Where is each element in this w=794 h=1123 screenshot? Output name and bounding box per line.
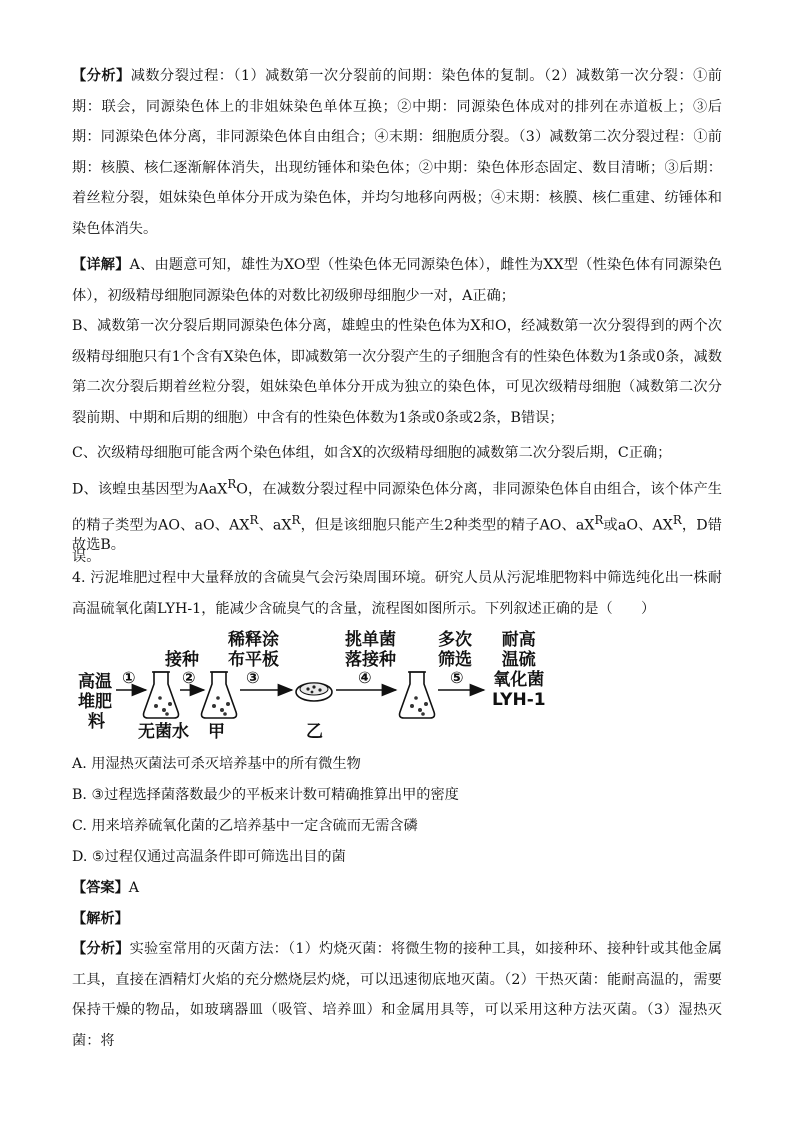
detail-text-a: A、由题意可知，雄性为XO型（性染色体无同源染色体），雌性为XX型（性染色体有同源染色体），初级精母细胞同源染色体的对数比初级卵母细胞少一对，A正确； bbox=[72, 257, 722, 304]
answer-value: A bbox=[128, 880, 140, 896]
procedure-flowchart bbox=[70, 628, 570, 748]
source-line: 堆肥 bbox=[78, 692, 112, 712]
superscript: R bbox=[249, 513, 259, 528]
explanation-tag: 【解析】 bbox=[72, 911, 129, 927]
conclusion-line: 故选B。 bbox=[72, 537, 125, 553]
superscript: R bbox=[672, 513, 682, 528]
flask-sterile-water-icon bbox=[144, 672, 179, 718]
detail-paragraph-c: C、次级精母细胞可能含两个染色体组，如含X的次级精母细胞的减数第二次分裂后期，C正确； bbox=[72, 445, 672, 461]
analysis-text: 减数分裂过程：（1）减数第一次分裂前的间期：染色体的复制。（2）减数第一次分裂：①前期：联会，同源染色体上的非姐妹染色单体互换；②中期：同源染色体成对的排列在赤道板上；③后期：同源染色体分离，非同源染色体自由组合；④末期：细胞质分裂。（3）减数第二次分裂过程：①前期：核膜、核仁逐渐解体消失，出现纺锤体和染色体；②中期：染色体形态固定、数目清晰；③后期：着丝粒分裂，姐妹染色单体分开成为染色体，并均匀地移向两极；④末期：核膜、核仁重建、纺锤体和染色体消失。 bbox=[72, 68, 722, 237]
label-line: 稀释涂 bbox=[228, 630, 279, 650]
step-4-label bbox=[345, 630, 396, 670]
label-line: 挑单菌 bbox=[345, 630, 396, 650]
text-run: D、该蝗虫基因型为AaX bbox=[72, 481, 228, 498]
option-b: B. ③过程选择菌落数最少的平板来计数可精确推算出甲的密度 bbox=[72, 787, 459, 803]
analysis-paragraph-2 bbox=[72, 934, 722, 1056]
text-run: O，在减数分裂过程中同源染色体分离，非同源染色体自由组合，该个体产生的精子类型为AO、aO、AX bbox=[72, 481, 722, 535]
analysis-paragraph-1 bbox=[72, 61, 722, 245]
analysis-text: 实验室常用的灭菌方法：（1）灼烧灭菌：将微生物的接种工具，如接种环、接种针或其他金属工具，直接在酒精灯火焰的充分燃烧层灼烧，可以迅速彻底地灭菌。（2）干热灭菌：能耐高温的，需要保持干燥的物品，如玻璃器皿（吸管、培养皿）和金属用具等，可以采用这种方法灭菌。（3）湿热灭菌：将 bbox=[72, 941, 722, 1049]
step-3-label bbox=[228, 630, 279, 670]
step-5-label bbox=[438, 630, 472, 670]
flask-single-colony-icon bbox=[400, 672, 435, 718]
petri-dish-icon bbox=[296, 683, 332, 701]
option-c: C. 用来培养硫氧化菌的乙培养基中一定含硫而无需含磷 bbox=[72, 818, 418, 834]
superscript: R bbox=[594, 513, 604, 528]
text-run: 或aO、AX bbox=[603, 518, 673, 535]
detail-paragraph-b: B、减数第一次分裂后期同源染色体分离，雄蝗虫的性染色体为X和O，经减数第一次分裂得到的两个次级精母细胞只有1个含有X染色体，即减数第一次分裂产生的子细胞含有的性染色体数为1条或0条，减数第二次分裂后期着丝粒分裂，姐妹染色单体分开成为独立的染色体，可见次级精母细胞（减数第二次分裂前期、中期和后期的细胞）中含有的性染色体数为1条或0条或2条，B错误； bbox=[72, 318, 722, 426]
superscript: R bbox=[227, 477, 237, 491]
explanation-heading bbox=[72, 907, 722, 931]
label-line: 筛选 bbox=[438, 650, 472, 670]
label-line: 多次 bbox=[438, 630, 472, 650]
flask-jia-icon bbox=[202, 672, 237, 718]
source-label bbox=[78, 672, 112, 732]
text-run: 、aX bbox=[258, 518, 292, 535]
option-a: A. 用湿热灭菌法可杀灭培养基中的所有微生物 bbox=[72, 756, 361, 772]
superscript: R bbox=[291, 513, 301, 528]
step-1-number: ① bbox=[122, 668, 136, 687]
step-2-number: ② bbox=[182, 668, 196, 687]
result-label bbox=[492, 630, 546, 710]
flask-2-label: 甲 bbox=[208, 722, 225, 742]
source-line: 料 bbox=[88, 712, 105, 732]
result-line: 耐高 bbox=[501, 630, 536, 650]
plate-label: 乙 bbox=[306, 722, 323, 742]
flask-1-label: 无菌水 bbox=[138, 722, 189, 742]
analysis-tag: 【分析】 bbox=[72, 941, 130, 957]
step-5-number: ⑤ bbox=[450, 668, 464, 687]
step-4-number: ④ bbox=[358, 668, 372, 687]
detail-tag: 【详解】 bbox=[72, 257, 130, 273]
answer-tag: 【答案】 bbox=[72, 880, 129, 896]
source-line: 高温 bbox=[78, 672, 112, 692]
result-line: LYH-1 bbox=[492, 690, 546, 710]
label-line: 落接种 bbox=[345, 650, 396, 670]
step-3-number: ③ bbox=[246, 668, 260, 687]
label-line: 布平板 bbox=[228, 650, 279, 670]
analysis-tag: 【分析】 bbox=[72, 68, 131, 84]
option-d: D. ⑤过程仅通过高温条件即可筛选出目的菌 bbox=[72, 849, 346, 865]
detail-paragraph-a bbox=[72, 250, 722, 311]
question-4-stem: 4. 污泥堆肥过程中大量释放的含硫臭气会污染周围环境。研究人员从污泥堆肥物料中筛选纯化出一株耐高温硫氧化菌LYH-1，能减少含硫臭气的含量，流程图如图所示。下列叙述正确的是（ ） bbox=[72, 570, 722, 617]
answer-line bbox=[72, 876, 722, 900]
result-line: 氧化菌 bbox=[493, 670, 545, 690]
step-2-label: 接种 bbox=[165, 650, 199, 670]
text-run: ，D错误。 bbox=[72, 518, 722, 565]
result-line: 温硫 bbox=[501, 650, 536, 670]
text-run: ，但是该细胞只能产生2种类型的精子AO、aX bbox=[300, 518, 595, 535]
